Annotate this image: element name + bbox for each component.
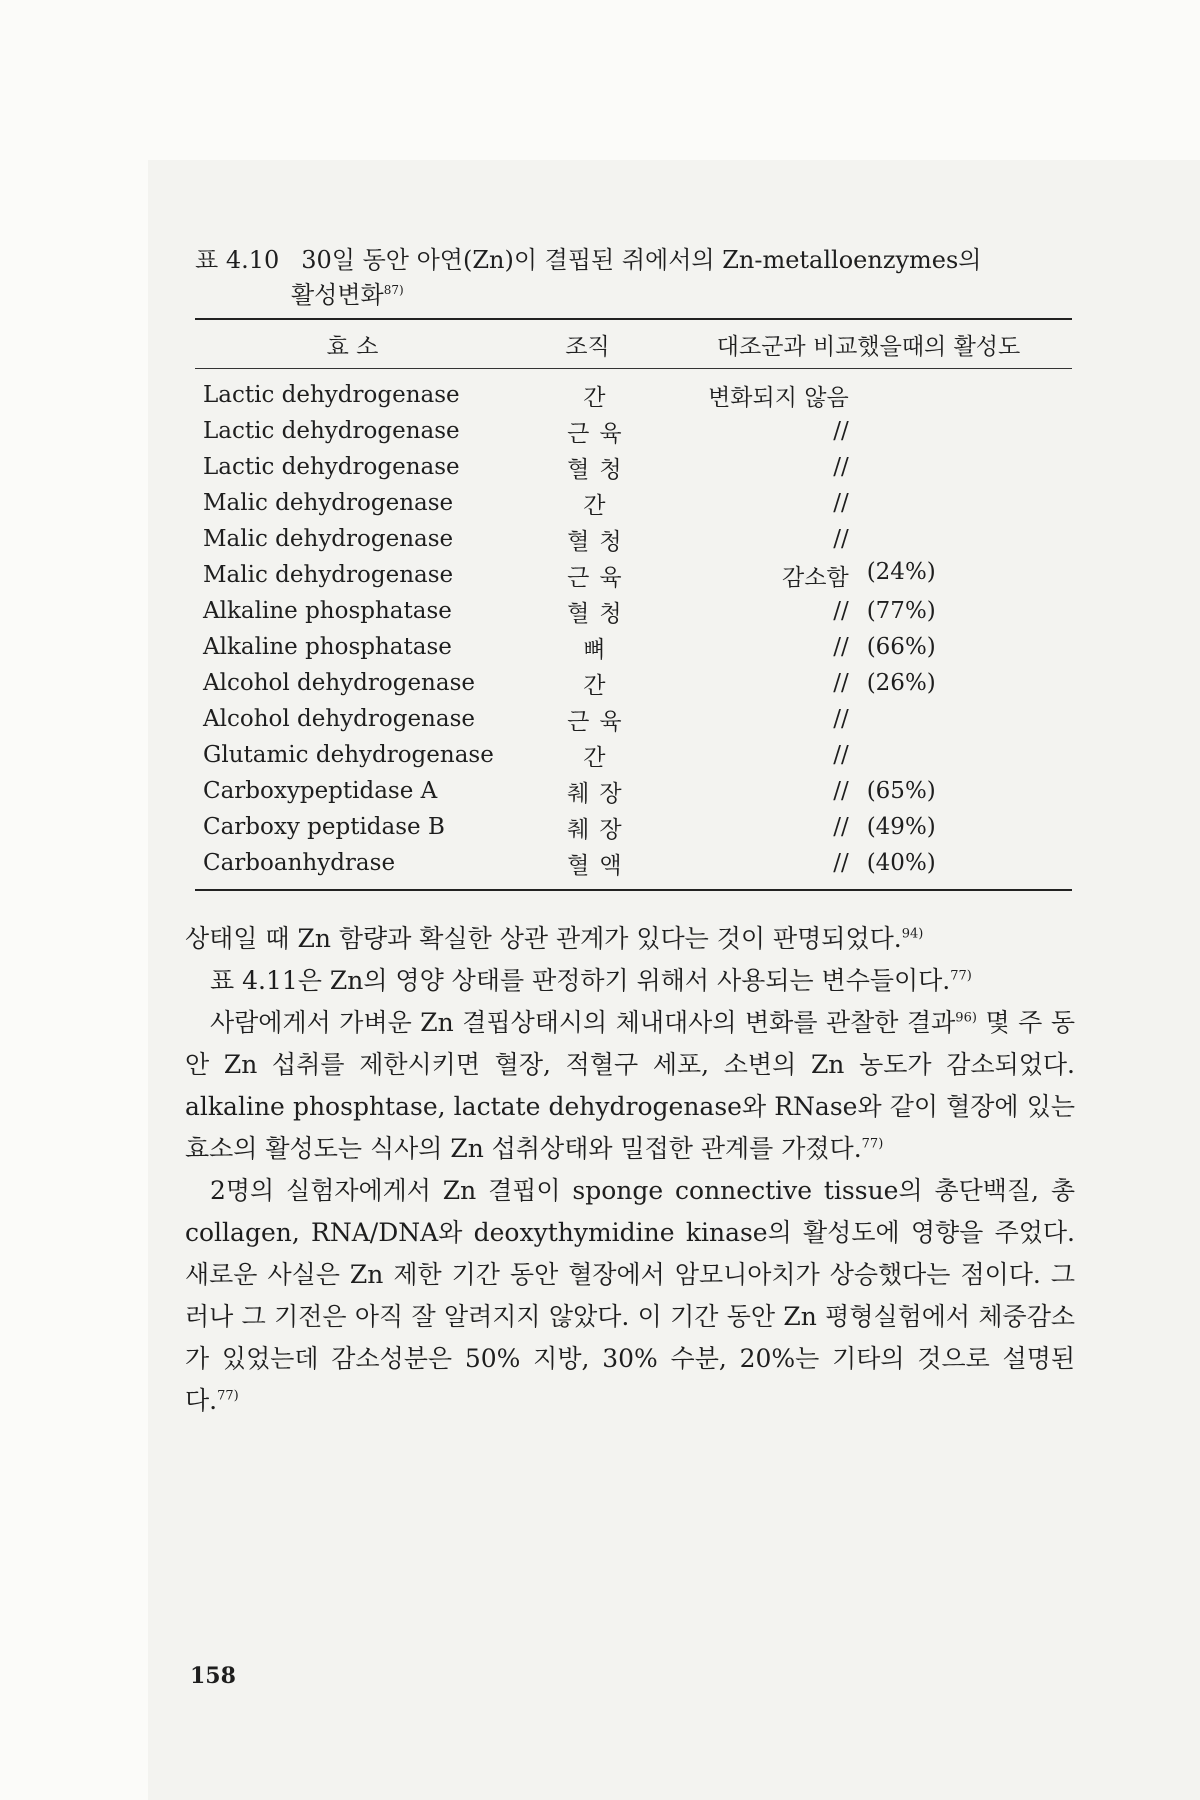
paragraph-2-text: 표 4.11은 Zn의 영양 상태를 판정하기 위해서 사용되는 변수들이다.: [210, 966, 951, 995]
cell-percent: (26%): [866, 670, 936, 696]
enzyme-activity-table: [195, 318, 1072, 891]
cell-activity: [669, 778, 1072, 804]
cell-tissue: 혈청: [567, 456, 632, 483]
table-row: [195, 557, 1072, 593]
table-row: [195, 485, 1072, 521]
table-row: [195, 773, 1072, 809]
paragraph-1: [185, 918, 1075, 960]
cell-percent: [849, 526, 1017, 552]
cell-enzyme: Lactic dehydrogenase: [203, 418, 460, 444]
cell-enzyme: Alkaline phosphatase: [203, 634, 452, 660]
cell-activity: [669, 598, 1072, 624]
cell-percent: [849, 379, 1017, 412]
cell-tissue: 근육: [567, 564, 632, 591]
cell-change: //: [833, 706, 849, 732]
cell-change: //: [833, 778, 849, 804]
table-row: [195, 377, 1072, 413]
header-enzyme: 효 소: [326, 333, 379, 360]
table-row: [195, 413, 1072, 449]
table-bottom-rule: [195, 889, 1072, 891]
cell-percent: [849, 490, 1017, 516]
page-number: 158: [190, 1663, 236, 1689]
cell-enzyme: Lactic dehydrogenase: [203, 382, 460, 408]
cell-enzyme: Malic dehydrogenase: [203, 562, 454, 588]
cell-enzyme: Alcohol dehydrogenase: [203, 706, 476, 732]
cell-change: //: [833, 850, 849, 876]
paragraph-2: [185, 960, 1075, 1002]
cell-enzyme: Lactic dehydrogenase: [203, 454, 460, 480]
cell-enzyme: Glutamic dehydrogenase: [203, 742, 494, 768]
cell-activity: [669, 559, 1072, 592]
table-row: [195, 701, 1072, 737]
cell-tissue: 췌장: [567, 816, 632, 843]
cell-change: //: [833, 670, 849, 696]
cell-tissue: 혈액: [567, 852, 632, 879]
cell-change: //: [833, 418, 849, 444]
cell-enzyme: Alcohol dehydrogenase: [203, 670, 476, 696]
table-row: [195, 629, 1072, 665]
paragraph-3-text-b: 몇 주 동안 Zn 섭취를 제한시키면 혈장, 적혈구 세포, 소변의 Zn 농도가 감소되었다. alkaline phosphtase, lactate dehydrogenase와 RNase와 같이 혈장에 있는 효소의 활성도는 식사의 Zn 섭취상태와 밀접한 관계를 가졌다.: [185, 1008, 1075, 1163]
cell-tissue: 뼈: [583, 636, 616, 663]
cell-change: 변화되지 않음: [708, 384, 849, 411]
cell-change: //: [833, 742, 849, 768]
table-body: [195, 369, 1072, 889]
cell-tissue: 근육: [567, 420, 632, 447]
cell-percent: [849, 742, 1017, 768]
cell-percent: (65%): [866, 778, 936, 804]
cell-enzyme: Carboanhydrase: [203, 850, 396, 876]
table-title-ref: 87): [383, 283, 404, 297]
cell-percent: [849, 706, 1017, 732]
paragraph-4-ref: 77): [217, 1388, 239, 1404]
cell-change: //: [833, 814, 849, 840]
cell-change: //: [833, 454, 849, 480]
cell-tissue: 혈청: [567, 600, 632, 627]
cell-tissue: 췌장: [567, 780, 632, 807]
table-row: [195, 737, 1072, 773]
cell-activity: [669, 454, 1072, 480]
cell-percent: (24%): [866, 558, 936, 585]
cell-change: //: [833, 490, 849, 516]
cell-enzyme: Carboxypeptidase A: [203, 778, 438, 804]
cell-change: //: [833, 598, 849, 624]
table-row: [195, 593, 1072, 629]
paragraph-3-ref-2: 77): [861, 1136, 884, 1152]
cell-percent: (49%): [866, 814, 936, 840]
cell-activity: [669, 814, 1072, 840]
cell-enzyme: Malic dehydrogenase: [203, 490, 454, 516]
cell-activity: [669, 742, 1072, 768]
table-row: [195, 845, 1072, 881]
cell-tissue: 간: [583, 744, 616, 771]
paragraph-3-text-a: 사람에게서 가벼운 Zn 결핍상태시의 체내대사의 변화를 관찰한 결과: [210, 1008, 956, 1037]
cell-percent: (77%): [866, 598, 936, 624]
table-caption: [195, 245, 1075, 310]
paragraph-2-ref: 77): [950, 968, 972, 984]
table-row: [195, 521, 1072, 557]
cell-change: 감소함: [782, 564, 849, 591]
table-label: 표 4.10: [195, 246, 280, 274]
cell-activity: [669, 634, 1072, 660]
cell-tissue: 간: [583, 672, 616, 699]
paragraph-3: [185, 1002, 1075, 1170]
paragraph-3-ref-1: 96): [955, 1010, 977, 1026]
paragraph-1-ref: 94): [901, 926, 924, 942]
table-title-line2: 활성변화: [291, 281, 384, 309]
cell-activity: [669, 418, 1072, 444]
cell-activity: [669, 490, 1072, 516]
cell-activity: [669, 706, 1072, 732]
cell-enzyme: Malic dehydrogenase: [203, 526, 454, 552]
paragraph-1-text: 상태일 때 Zn 함량과 확실한 상관 관계가 있다는 것이 판명되었다.: [185, 924, 902, 953]
cell-percent: (40%): [866, 850, 936, 876]
paragraph-4-text: 2명의 실험자에게서 Zn 결핍이 sponge connective tissue의 총단백질, 총 collagen, RNA/DNA와 deoxythymidine kinase의 활성도에 영향을 주었다. 새로운 사실은 Zn 제한 기간 동안 혈장에서 암모니아치가 상승했다는 점이다. 그러나 그 기전은 아직 잘 알려지지 않았다. 이 기간 동안 Zn 평형실험에서 체중감소가 있었는데 감소성분은 50% 지방, 30% 수분, 20%는 기타의 것으로 설명된다.: [185, 1176, 1075, 1415]
cell-tissue: 혈청: [567, 528, 632, 555]
cell-percent: [849, 454, 1017, 480]
body-text: [185, 918, 1075, 1422]
cell-change: //: [833, 526, 849, 552]
cell-activity: [669, 526, 1072, 552]
cell-percent: [849, 418, 1017, 444]
table-row: [195, 809, 1072, 845]
header-tissue: 조직: [565, 333, 610, 360]
table-row: [195, 449, 1072, 485]
table-row: [195, 665, 1072, 701]
cell-activity: [669, 670, 1072, 696]
cell-tissue: 간: [583, 492, 616, 519]
cell-percent: (66%): [866, 634, 936, 660]
header-activity: 대조군과 비교했을때의 활성도: [716, 333, 1021, 360]
table-header-row: [195, 320, 1072, 368]
cell-enzyme: Carboxy peptidase B: [203, 814, 445, 840]
cell-tissue: 간: [583, 384, 616, 411]
cell-change: //: [833, 634, 849, 660]
paragraph-4: [185, 1170, 1075, 1422]
table-title-line1: 30일 동안 아연(Zn)이 결핍된 쥐에서의 Zn-metalloenzymes의: [301, 246, 982, 274]
cell-activity: [669, 850, 1072, 876]
cell-activity: [669, 379, 1072, 412]
cell-enzyme: Alkaline phosphatase: [203, 598, 452, 624]
cell-tissue: 근육: [567, 708, 632, 735]
